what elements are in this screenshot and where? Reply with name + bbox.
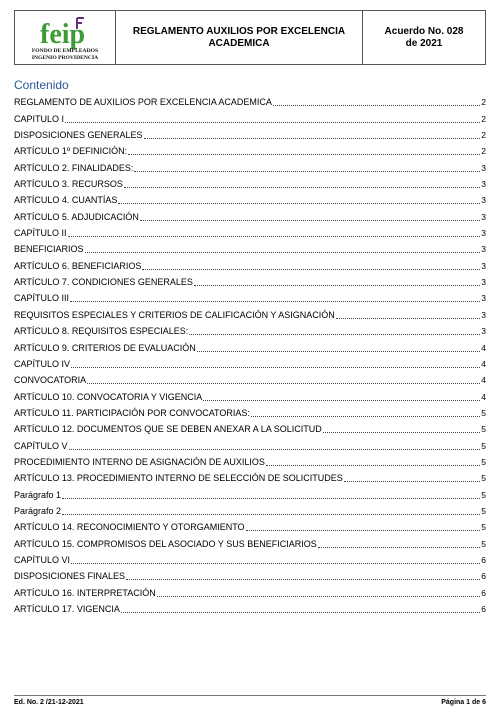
toc-leader-dots <box>273 105 480 106</box>
toc-entry[interactable] <box>14 468 486 484</box>
toc-entry-page: 5 <box>481 489 486 500</box>
toc-entry-label: ARTÍCULO 9. CRITERIOS DE EVALUACIÓN <box>14 342 196 353</box>
toc-entry-page: 3 <box>481 277 486 288</box>
toc-entry-label: ARTÍCULO 7. CONDICIONES GENERALES <box>14 277 193 288</box>
toc-entry-label: ARTÍCULO 11. PARTICIPACIÓN POR CONVOCATORIAS: <box>14 407 250 418</box>
toc-leader-dots <box>68 236 481 237</box>
toc-entry-page: 5 <box>481 505 486 516</box>
toc-entry[interactable] <box>14 239 486 255</box>
toc-entry-label: ARTÍCULO 15. COMPROMISOS DEL ASOCIADO Y SUS BENEFICIARIOS <box>14 538 317 549</box>
toc-entry-label: ARTÍCULO 5. ADJUDICACIÓN <box>14 211 139 222</box>
toc-leader-dots <box>246 530 481 531</box>
toc-entry-label: DISPOSICIONES GENERALES <box>14 130 143 141</box>
table-of-contents <box>14 92 486 615</box>
toc-entry[interactable] <box>14 484 486 500</box>
footer-edition: Ed. No. 2 /21-12-2021 <box>14 699 84 706</box>
toc-entry[interactable] <box>14 304 486 320</box>
toc-entry-page: 5 <box>481 522 486 533</box>
toc-entry[interactable] <box>14 550 486 566</box>
toc-entry-page: 5 <box>481 424 486 435</box>
toc-entry-page: 5 <box>481 456 486 467</box>
toc-entry-label: ARTÍCULO 17. VIGENCIA <box>14 604 120 614</box>
toc-leader-dots <box>62 498 480 499</box>
toc-entry-page: 3 <box>481 260 486 271</box>
toc-leader-dots <box>118 203 480 204</box>
toc-leader-dots <box>69 449 481 450</box>
toc-entry[interactable] <box>14 370 486 386</box>
toc-leader-dots <box>65 122 480 123</box>
toc-entry[interactable] <box>14 435 486 451</box>
toc-leader-dots <box>121 612 480 613</box>
toc-entry-label: ARTÍCULO 16. INTERPRETACIÓN <box>14 587 156 598</box>
toc-leader-dots <box>251 416 480 417</box>
toc-entry-page: 4 <box>481 342 486 353</box>
toc-leader-dots <box>124 187 480 188</box>
footer-divider <box>14 695 486 696</box>
document-header <box>14 10 486 65</box>
toc-entry-page: 5 <box>481 440 486 451</box>
toc-entry-label: CAPÍTULO V <box>14 440 68 451</box>
toc-entry-page: 5 <box>481 407 486 418</box>
agreement-line1: Acuerdo No. 028 <box>384 25 464 37</box>
toc-entry-label: ARTÍCULO 6. BENEFICIARIOS <box>14 260 142 271</box>
toc-entry[interactable] <box>14 517 486 533</box>
title-line1: REGLAMENTO AUXILIOS POR EXCELENCIA <box>132 25 346 37</box>
toc-entry-label: CAPÍTULO VI <box>14 554 71 565</box>
toc-entry-page: 3 <box>481 309 486 320</box>
toc-entry-label: CAPÍTULO IV <box>14 358 71 369</box>
toc-leader-dots <box>85 252 481 253</box>
toc-entry-label: ARTÍCULO 12. DOCUMENTOS QUE SE DEBEN ANEXAR A LA SOLICITUD <box>14 424 322 435</box>
toc-entry[interactable] <box>14 582 486 598</box>
toc-leader-dots <box>70 301 480 302</box>
toc-entry-page: 3 <box>481 244 486 255</box>
toc-entry-page: 3 <box>481 211 486 222</box>
toc-entry-label: ARTÍCULO 1º DEFINICIÓN: <box>14 146 128 157</box>
document-title <box>116 11 363 64</box>
toc-entry[interactable] <box>14 255 486 271</box>
toc-heading: Contenido <box>14 78 69 92</box>
toc-entry-page: 5 <box>481 473 486 484</box>
toc-entry-page: 4 <box>481 375 486 386</box>
toc-entry-page: 3 <box>481 228 486 239</box>
logo-wordmark: feip <box>40 19 86 49</box>
toc-entry[interactable] <box>14 92 486 108</box>
toc-leader-dots <box>266 465 480 466</box>
toc-entry-label: CONVOCATORIA <box>14 375 87 386</box>
toc-leader-dots <box>157 596 481 597</box>
toc-leader-dots <box>194 285 480 286</box>
logo-cell <box>15 11 116 64</box>
toc-leader-dots <box>142 269 480 270</box>
agreement-reference <box>363 11 485 64</box>
toc-leader-dots <box>203 400 480 401</box>
toc-leader-dots <box>323 432 481 433</box>
toc-leader-dots <box>140 220 480 221</box>
toc-entry-label: ARTÍCULO 8. REQUISITOS ESPECIALES: <box>14 326 189 337</box>
toc-entry-page: 2 <box>481 97 486 108</box>
toc-entry[interactable] <box>14 108 486 124</box>
toc-leader-dots <box>336 318 481 319</box>
toc-entry[interactable] <box>14 533 486 549</box>
toc-entry-label: Parágrafo 2 <box>14 505 62 516</box>
toc-entry[interactable] <box>14 386 486 402</box>
logo-sub-line1: FONDO DE EMPLEADOS <box>31 48 99 54</box>
toc-entry-label: ARTÍCULO 14. RECONOCIMIENTO Y OTORGAMIENTO <box>14 522 245 533</box>
logo-subtitle <box>15 48 115 62</box>
toc-entry[interactable] <box>14 190 486 206</box>
toc-entry-label: CAPÍTULO II <box>14 228 67 239</box>
toc-entry[interactable] <box>14 157 486 173</box>
toc-entry[interactable] <box>14 141 486 157</box>
toc-entry[interactable] <box>14 452 486 468</box>
toc-entry-label: Parágrafo 1 <box>14 489 62 500</box>
toc-entry-label: CAPÍTULO III <box>14 293 70 304</box>
toc-entry-label: CAPITULO I <box>14 113 65 124</box>
toc-entry[interactable] <box>14 321 486 337</box>
toc-leader-dots <box>128 154 480 155</box>
toc-entry-label: PROCEDIMIENTO INTERNO DE ASIGNACIÓN DE AUXILIOS <box>14 456 265 467</box>
feip-logo <box>37 15 97 49</box>
toc-entry-page: 6 <box>481 571 486 582</box>
toc-leader-dots <box>71 563 480 564</box>
agreement-line2: de 2021 <box>405 37 443 49</box>
toc-entry[interactable] <box>14 403 486 419</box>
logo-sub-line2: INGENIO PROVIDENCIA <box>31 55 99 61</box>
toc-entry-label: ARTÍCULO 10. CONVOCATORIA Y VIGENCIA <box>14 391 203 402</box>
toc-entry-label: REQUISITOS ESPECIALES Y CRITERIOS DE CALIFICACIÓN Y ASIGNACIÓN <box>14 309 335 320</box>
toc-entry-page: 2 <box>481 146 486 157</box>
toc-entry-page: 3 <box>481 293 486 304</box>
toc-leader-dots <box>71 367 480 368</box>
toc-leader-dots <box>344 481 481 482</box>
toc-leader-dots <box>318 547 481 548</box>
toc-entry[interactable] <box>14 174 486 190</box>
toc-entry[interactable] <box>14 419 486 435</box>
toc-entry-page: 6 <box>481 604 486 614</box>
toc-entry-page: 3 <box>481 195 486 206</box>
toc-entry-label: ARTÍCULO 2. FINALIDADES: <box>14 162 134 173</box>
toc-entry-page: 3 <box>481 326 486 337</box>
toc-entry-page: 2 <box>481 113 486 124</box>
toc-leader-dots <box>189 334 480 335</box>
toc-entry[interactable] <box>14 354 486 370</box>
toc-leader-dots <box>87 383 480 384</box>
toc-entry[interactable] <box>14 272 486 288</box>
toc-entry[interactable] <box>14 337 486 353</box>
toc-leader-dots <box>144 138 481 139</box>
toc-entry-page: 2 <box>481 130 486 141</box>
toc-entry[interactable] <box>14 599 486 615</box>
toc-entry-label: BENEFICIARIOS <box>14 244 84 255</box>
toc-leader-dots <box>197 351 481 352</box>
toc-entry-page: 5 <box>481 538 486 549</box>
toc-entry-page: 6 <box>481 554 486 565</box>
title-line2: ACADEMICA <box>208 37 270 49</box>
toc-entry-label: DISPOSICIONES FINALES <box>14 571 126 582</box>
toc-leader-dots <box>126 579 480 580</box>
toc-leader-dots <box>62 514 480 515</box>
toc-entry-label: REGLAMENTO DE AUXILIOS POR EXCELENCIA ACADEMICA <box>14 97 272 108</box>
toc-entry[interactable] <box>14 223 486 239</box>
toc-entry-label: ARTÍCULO 13. PROCEDIMIENTO INTERNO DE SELECCIÓN DE SOLICITUDES <box>14 473 343 484</box>
toc-entry-page: 6 <box>481 587 486 598</box>
toc-entry[interactable] <box>14 125 486 141</box>
toc-entry[interactable] <box>14 206 486 222</box>
toc-entry-label: ARTÍCULO 3. RECURSOS <box>14 179 123 190</box>
toc-entry[interactable] <box>14 501 486 517</box>
toc-entry-page: 4 <box>481 391 486 402</box>
toc-entry-page: 4 <box>481 358 486 369</box>
toc-entry-page: 3 <box>481 162 486 173</box>
toc-entry[interactable] <box>14 566 486 582</box>
toc-entry-page: 3 <box>481 179 486 190</box>
toc-entry-label: ARTÍCULO 4. CUANTÍAS <box>14 195 118 206</box>
footer-page-number: Página 1 de 6 <box>441 699 486 706</box>
toc-entry[interactable] <box>14 288 486 304</box>
toc-leader-dots <box>134 171 480 172</box>
